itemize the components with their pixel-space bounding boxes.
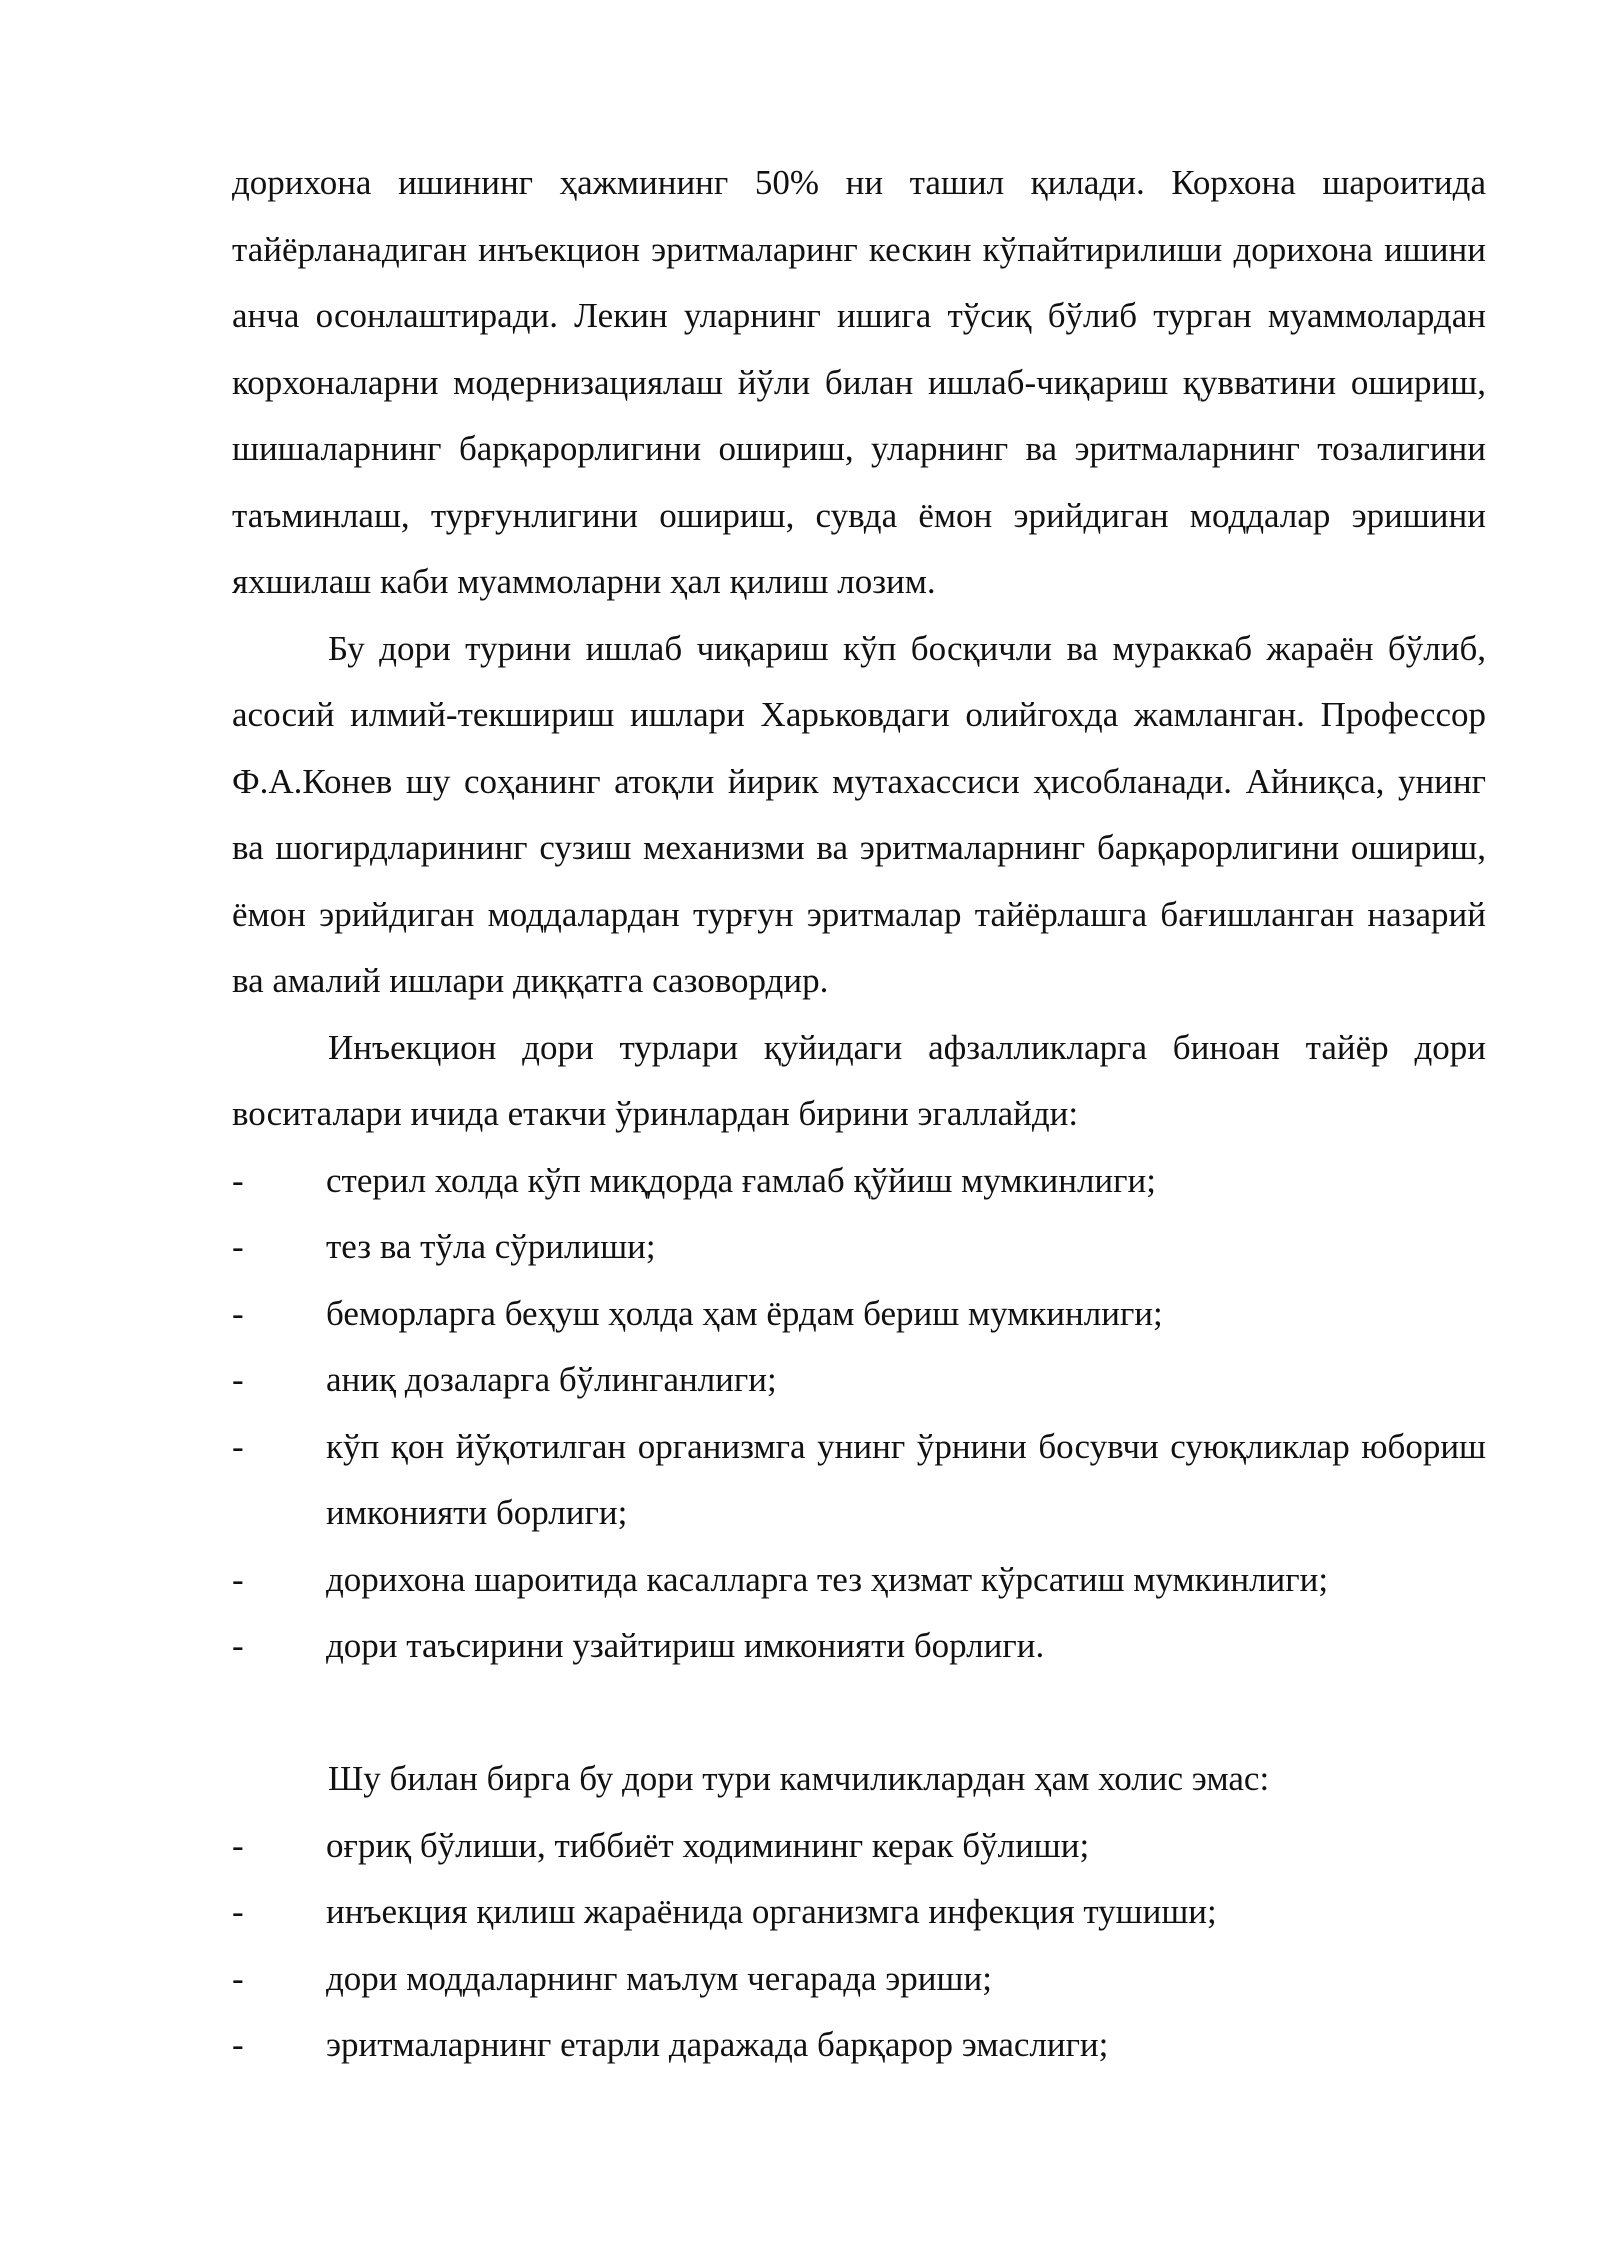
- list-item: [232, 1613, 1486, 1680]
- bullet-dash: -: [232, 1426, 244, 1466]
- list-item: [232, 1879, 1486, 1946]
- list-item-text: стерил холда кўп миқдорда ғамлаб қўйиш мумкинлиги;: [326, 1160, 1156, 1200]
- drawbacks-list: [232, 1813, 1486, 2079]
- bullet-dash: -: [232, 1293, 244, 1333]
- bullet-dash: -: [232, 1160, 244, 1200]
- bullet-dash: -: [232, 1559, 244, 1599]
- paragraph-drawbacks-intro: Шу билан бирга бу дори тури камчиликлардан ҳам холис эмас:: [328, 1759, 1270, 1798]
- bullet-dash: -: [232, 1626, 244, 1665]
- list-item: [232, 1214, 1486, 1281]
- list-item-text: дори моддаларнинг маълум чегарада эриши;: [326, 1958, 992, 1998]
- paragraph-continuation: дорихона ишининг ҳажмининг 50% ни ташил қилади. Корхона шароитида тайёрланадиган инъекцион эритмаларинг кескин кўпайтирилиши дорихона ишини анча осонлаштиради. Лекин уларнинг ишига тўсиқ бўлиб турган муаммолардан корхоналарни модернизациялаш йўли билан ишлаб-чиқариш қувватини ошириш, шишаларнинг барқарорлигини ошириш, уларнинг ва эритмаларнинг тозалигини таъминлаш, турғунлигини ошириш, сувда ёмон эрийдиган моддалар эришини яхшилаш каби муаммоларни ҳал қилиш лозим.: [232, 163, 1486, 601]
- list-item-text: инъекция қилиш жараёнида организмга инфекция тушиши;: [326, 1892, 1217, 1931]
- list-item-text: дори таъсирини узайтириш имконияти борлиги.: [326, 1626, 1045, 1665]
- list-item: [232, 2012, 1486, 2079]
- list-item-text: дорихона шароитида касалларга тез ҳизмат кўрсатиш мумкинлиги;: [326, 1559, 1329, 1599]
- list-item: [232, 1813, 1486, 1880]
- paragraph-history: Бу дори турини ишлаб чиқариш кўп босқичли ва мураккаб жараён бўлиб, асосий илмий-текшириш ишлари Харьковдаги олийгохда жамланган. Профессор Ф.А.Конев шу соҳанинг атоқли йирик мутахассиси ҳисобланади. Айниқса, унинг ва шогирдларининг сузиш механизми ва эритмаларнинг барқарорлигини ошириш, ёмон эрийдиган моддалардан турғун эритмалар тайёрлашга бағишланган назарий ва амалий ишлари диққатга сазовордир.: [232, 628, 1486, 1000]
- list-item-text: эритмаларнинг етарли даражада барқарор эмаслиги;: [326, 2025, 1109, 2064]
- bullet-dash: -: [232, 1958, 244, 1998]
- bullet-dash: -: [232, 1892, 244, 1931]
- list-item: [232, 1547, 1486, 1614]
- bullet-dash: -: [232, 2025, 244, 2064]
- list-item: [232, 1946, 1486, 2013]
- list-item-text: аниқ дозаларга бўлинганлиги;: [326, 1360, 777, 1399]
- list-item-text: беморларга беҳуш ҳолда ҳам ёрдам бериш мумкинлиги;: [326, 1293, 1163, 1333]
- list-item-text: тез ва тўла сўрилиши;: [326, 1227, 656, 1266]
- bullet-dash: -: [232, 1825, 244, 1865]
- list-item: [232, 1148, 1486, 1215]
- document-body: [232, 150, 1486, 2079]
- list-item-text: кўп қон йўқотилган организмга унинг ўрнини босувчи суюқликлар юбориш имконияти борлиги;: [326, 1426, 1486, 1532]
- bullet-dash: -: [232, 1360, 244, 1399]
- bullet-dash: -: [232, 1227, 244, 1266]
- list-item: [232, 1347, 1486, 1414]
- paragraph-advantages-intro: Инъекцион дори турлари қуйидаги афзалликларга биноан тайёр дори воситалари ичида етакчи ўринлардан бирини эгаллайди:: [232, 1027, 1486, 1133]
- list-item: [232, 1414, 1486, 1547]
- blank-line: [232, 1680, 1486, 1747]
- advantages-list: [232, 1148, 1486, 1680]
- list-item: [232, 1281, 1486, 1348]
- list-item-text: оғриқ бўлиши, тиббиёт ходимининг керак бўлиши;: [326, 1825, 1090, 1865]
